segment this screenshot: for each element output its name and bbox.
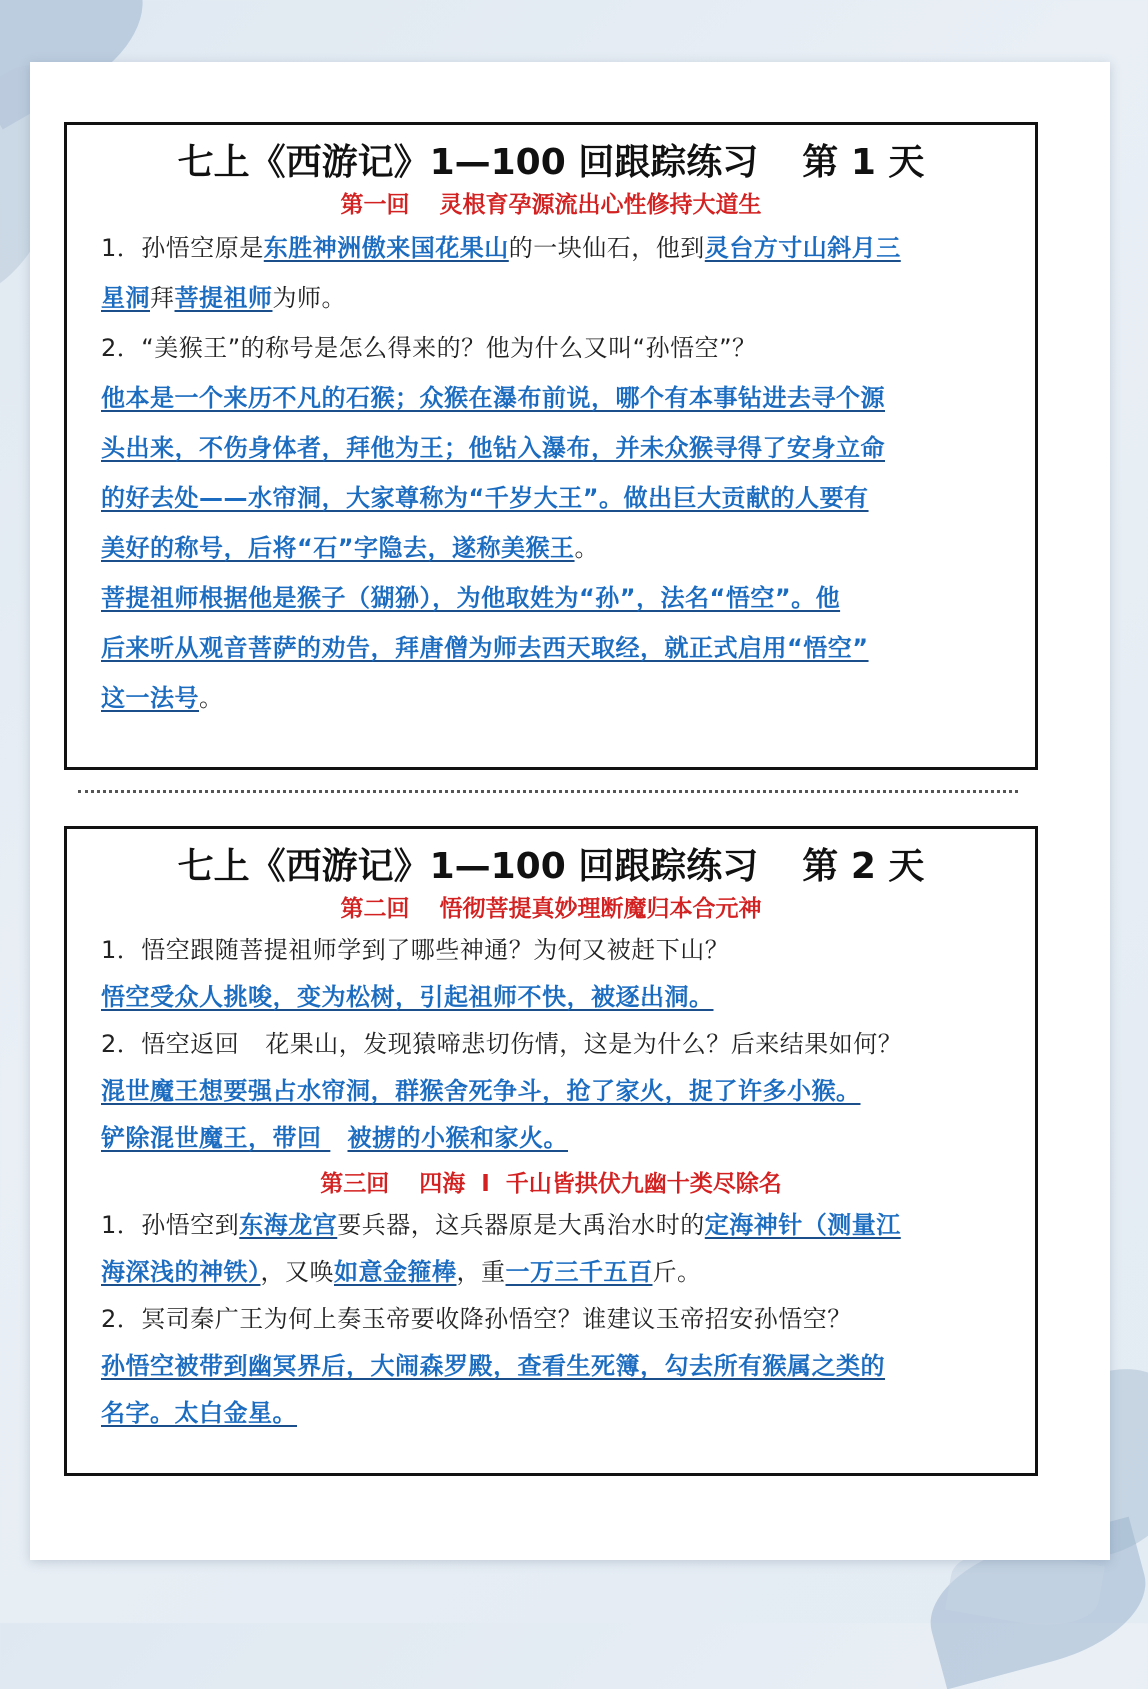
- title-day: 第 1 天: [802, 142, 925, 183]
- dotted-divider: [78, 790, 1018, 793]
- answer-line: [101, 523, 1001, 573]
- chapter-name: 灵根育孕源流出心性修持大道生: [439, 192, 762, 218]
- question-text: 花果山，发现猿啼悲切伤情，这是为什么？后来结果如何？: [265, 1030, 903, 1058]
- chapter-separator: I: [481, 1171, 490, 1197]
- answer-text: 菩提祖师根据他是猴子（猢狲），为他取姓为“孙”，法名“悟空”。他: [101, 584, 841, 612]
- question-text: 为师。: [272, 284, 346, 312]
- answer-text: 悟空受众人挑唆，变为松树，引起祖师不快，被逐出洞。: [101, 983, 714, 1011]
- answer-line: [101, 573, 1001, 623]
- chapter-heading: [101, 891, 1001, 927]
- question-text: ，又唤: [260, 1258, 334, 1286]
- chapter-number: 第三回: [320, 1171, 390, 1197]
- answer-text: 的好去处——水帘洞，大家尊称为“千岁大王”。做出巨大贡献的人要有: [101, 484, 869, 512]
- answer-text: 被掳的小猴和家火。: [347, 1124, 568, 1152]
- answer-text: 孙悟空被带到幽冥界后，大闹森罗殿，查看生死簿，勾去所有猴属之类的: [101, 1352, 885, 1380]
- question-text: 斤。: [652, 1258, 702, 1286]
- chapter-heading: [101, 187, 1001, 223]
- chapter-name: 千山皆拱伏九幽十类尽除名: [505, 1171, 782, 1197]
- question-line: 2．冥司秦广王为何上奏玉帝要收降孙悟空？谁建议玉帝招安孙悟空？: [101, 1305, 852, 1333]
- answer-line: [101, 1115, 1001, 1162]
- answer-line: [101, 1390, 1001, 1437]
- question-text: 2．悟空返回: [101, 1030, 240, 1058]
- answer-line: [101, 623, 1001, 673]
- chapter-heading: [101, 1166, 1001, 1202]
- answer-text: 东海龙宫: [239, 1211, 338, 1239]
- question-text: ，重: [456, 1258, 506, 1286]
- answer-text: 他本是一个来历不凡的石猴；众猴在瀑布前说，哪个有本事钻进去寻个源: [101, 384, 885, 412]
- question-text: 拜: [150, 284, 175, 312]
- answer-line: [101, 1343, 1001, 1390]
- chapter-name: 四海: [419, 1171, 466, 1197]
- answer-text: 如意金箍棒: [334, 1258, 457, 1286]
- question-text: 的一块仙石，他到: [508, 234, 705, 262]
- answer-line: [101, 473, 1001, 523]
- answer-line: [101, 974, 1001, 1021]
- answer-text: 这一法号: [101, 684, 199, 712]
- title-day: 第 2 天: [802, 846, 925, 887]
- chapter-name: 悟彻菩提真妙理断魔归本合元神: [439, 896, 762, 922]
- title-main: 七上《西游记》1—100 回跟踪练习: [177, 846, 759, 887]
- question-line: [101, 223, 1001, 273]
- answer-text: 头出来，不伤身体者，拜他为王；他钻入瀑布，并未众猴寻得了安身立命: [101, 434, 885, 462]
- answer-text: 混世魔王想要强占水帘洞，群猴舍死争斗，抢了家火，捉了许多小猴。: [101, 1077, 861, 1105]
- question-text: 1．孙悟空到: [101, 1211, 240, 1239]
- question-text: 要兵器，这兵器原是大禹治水时的: [337, 1211, 705, 1239]
- chapter-number: 第二回: [340, 896, 410, 922]
- answer-text: 定海神针（测量江: [704, 1211, 901, 1239]
- question-line: 2．“美猴王”的称号是怎么得来的？他为什么又叫“孙悟空”？: [101, 334, 757, 362]
- answer-text: 名字。太白金星。: [101, 1399, 297, 1427]
- title-main: 七上《西游记》1—100 回跟踪练习: [177, 142, 759, 183]
- answer-text: 美好的称号，后将“石”字隐去，遂称美猴王: [101, 534, 575, 562]
- answer-text: 一万三千五百: [505, 1258, 653, 1286]
- chapter-number: 第一回: [340, 192, 410, 218]
- day2-title: [101, 843, 1001, 891]
- question-text: 1．孙悟空原是: [101, 234, 264, 262]
- answer-text: 灵台方寸山斜月三: [704, 234, 901, 262]
- worksheet-paper: [30, 62, 1110, 1560]
- day2-box: [64, 826, 1038, 1476]
- answer-line: [101, 373, 1001, 423]
- answer-text: 铲除混世魔王，带回: [101, 1124, 322, 1152]
- answer-line: [101, 673, 1001, 723]
- day1-box: [64, 122, 1038, 770]
- answer-text: 星洞: [101, 284, 150, 312]
- question-line: [101, 1202, 1001, 1249]
- question-line: [101, 1249, 1001, 1296]
- answer-text: 东胜神洲傲来国花果山: [263, 234, 509, 262]
- day1-title: [101, 139, 1001, 187]
- question-line: 1．悟空跟随菩提祖师学到了哪些神通？为何又被赶下山？: [101, 936, 730, 964]
- answer-text: 后来听从观音菩萨的劝告，拜唐僧为师去西天取经，就正式启用“悟空”: [101, 634, 869, 662]
- answer-text: 菩提祖师: [174, 284, 273, 312]
- question-line: [101, 1021, 1001, 1068]
- question-line: [101, 273, 1001, 323]
- answer-text: 海深浅的神铁）: [101, 1258, 261, 1286]
- answer-line: [101, 1068, 1001, 1115]
- punctuation: 。: [574, 534, 600, 562]
- punctuation: 。: [199, 684, 224, 712]
- answer-line: [101, 423, 1001, 473]
